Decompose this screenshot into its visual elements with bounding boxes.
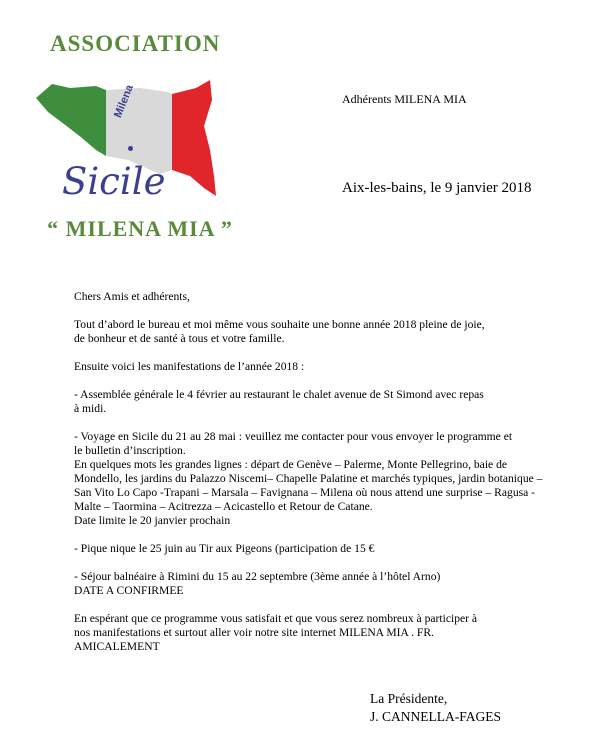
- voyage-line: Malte – Taormina – Acitrezza – Acicastello et Retour de Catane.: [74, 500, 373, 513]
- assembly-line: à midi.: [74, 402, 107, 415]
- place-date: Aix-les-bains, le 9 janvier 2018: [342, 180, 532, 196]
- milena-location-dot: [128, 146, 133, 151]
- events-intro: Ensuite voici les manifestations de l’année 2018 :: [74, 360, 305, 373]
- letter-body: [74, 290, 574, 654]
- stay-line: - Séjour balnéaire à Rimini du 15 au 22 septembre (3ème année à l’hôtel Arno): [74, 570, 441, 583]
- closing-line: nos manifestations et surtout aller voir notre site internet MILENA MIA . FR.: [74, 626, 434, 639]
- assembly-line: - Assemblée générale le 4 février au restaurant le chalet avenue de St Simond avec repas: [74, 388, 484, 401]
- voyage-line: le bulletin d’inscription.: [74, 444, 186, 457]
- logo-map-label: Milena: [112, 83, 136, 120]
- voyage-line: En quelques mots les grandes lignes : départ de Genève – Palerme, Monte Pellegrino, baie de: [74, 458, 508, 471]
- signature-title: La Présidente,: [370, 691, 448, 706]
- voyage-line: - Voyage en Sicile du 21 au 28 mai : veuillez me contacter pour vous envoyer le programme et: [74, 430, 513, 443]
- logo-bottom-text: “ MILENA MIA ”: [47, 216, 233, 241]
- closing-line: En espérant que ce programme vous satisfait et que vous serez nombreux à participer à: [74, 612, 478, 625]
- voyage-deadline: Date limite le 20 janvier prochain: [74, 514, 231, 527]
- logo-title: ASSOCIATION: [50, 31, 221, 56]
- closing-line: AMICALEMENT: [74, 640, 160, 653]
- association-logo: [0, 0, 300, 260]
- addressee: Adhérents MILENA MIA: [342, 92, 467, 106]
- voyage-line: San Vito Lo Capo -Trapani – Marsala – Favignana – Milena où nous attend une surprise – Ragusa -: [74, 486, 536, 499]
- wishes-line: de bonheur et de santé à tous et votre famille.: [74, 332, 285, 345]
- wishes-line: Tout d’abord le bureau et moi même vous souhaite une bonne année 2018 pleine de joie,: [74, 318, 485, 331]
- stay-line: DATE A CONFIRMEE: [74, 584, 184, 597]
- signature-block: [370, 690, 501, 726]
- logo-script: Sicile: [62, 160, 166, 203]
- picnic-line: - Pique nique le 25 juin au Tir aux Pigeons (participation de 15 €: [74, 542, 375, 555]
- greeting: Chers Amis et adhérents,: [74, 290, 190, 303]
- voyage-line: Mondello, les jardins du Palazzo Niscemi– Chapelle Palatine et marchés typiques, jardin botanique –: [74, 472, 543, 485]
- signature-name: J. CANNELLA-FAGES: [370, 709, 501, 724]
